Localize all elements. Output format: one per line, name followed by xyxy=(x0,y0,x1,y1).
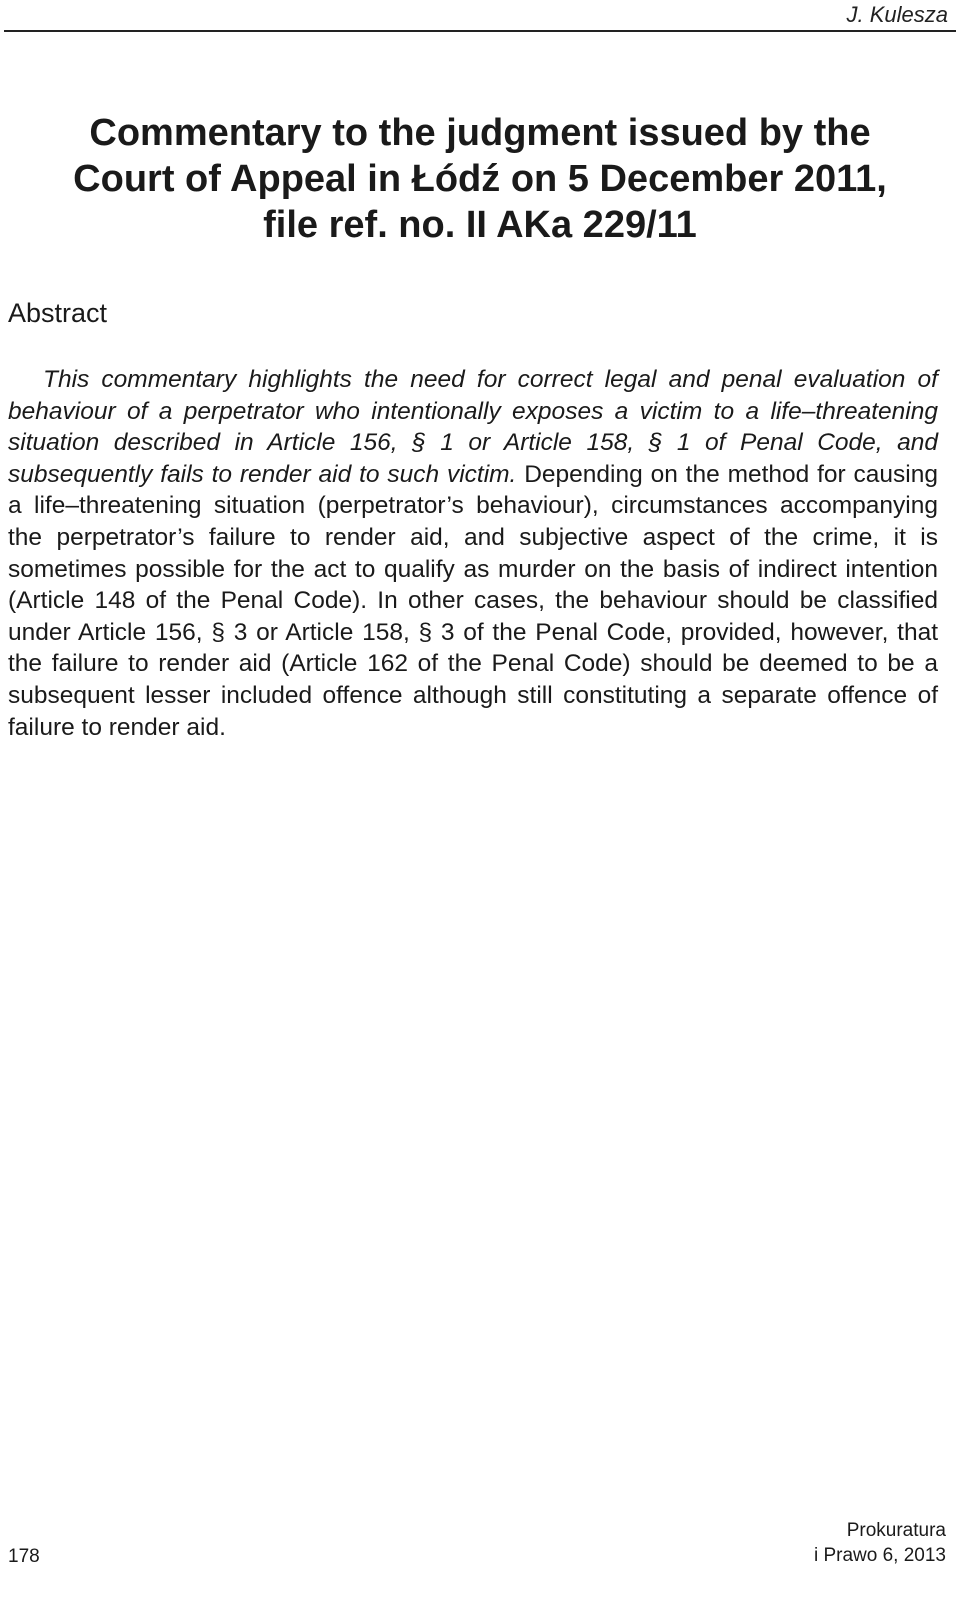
page-number: 178 xyxy=(8,1546,40,1567)
abstract-heading: Abstract xyxy=(8,298,108,328)
title-line-3: file ref. no. II AKa 229/11 xyxy=(263,204,697,246)
journal-name: Prokuratura xyxy=(846,1520,946,1541)
journal-footer xyxy=(814,1518,946,1568)
page-title xyxy=(20,110,940,248)
journal-issue: i Prawo 6, 2013 xyxy=(813,1545,946,1566)
abstract-body xyxy=(8,364,938,743)
header-rule xyxy=(4,30,956,32)
running-head-author: J. Kulesza xyxy=(846,2,948,27)
title-line-1: Commentary to the judgment issued by the xyxy=(89,112,871,154)
abstract-regular-text: Depending on the method for causing a life–threatening situation (perpetrator’s behaviour), circumstances accompanying the perpetrator’s failure to render aid, and subjective aspect of the crime, it is sometimes possible for the act to qualify as murder on the basis of indirect intention (Article 148 of the Penal Code). In other cases, the behaviour should be classified under Article 156, § 3 or Article 158, § 3 of the Penal Code, provided, however, that the failure to render aid (Article 162 of the Penal Code) should be deemed to be a subsequent lesser included offence although still constituting a separate offence of failure to render aid. xyxy=(8,460,938,741)
title-line-2: Court of Appeal in Łódź on 5 December 2011, xyxy=(73,158,887,200)
abstract-italic-text: This commentary highlights the need for correct legal and penal evaluation of behaviour of a perpetrator who intentionally exposes a victim to a life–threatening situation described in Article 156, § 1 or Article 158, § 1 of Penal Code, and subsequently fails to render aid to such victim. xyxy=(8,366,938,488)
